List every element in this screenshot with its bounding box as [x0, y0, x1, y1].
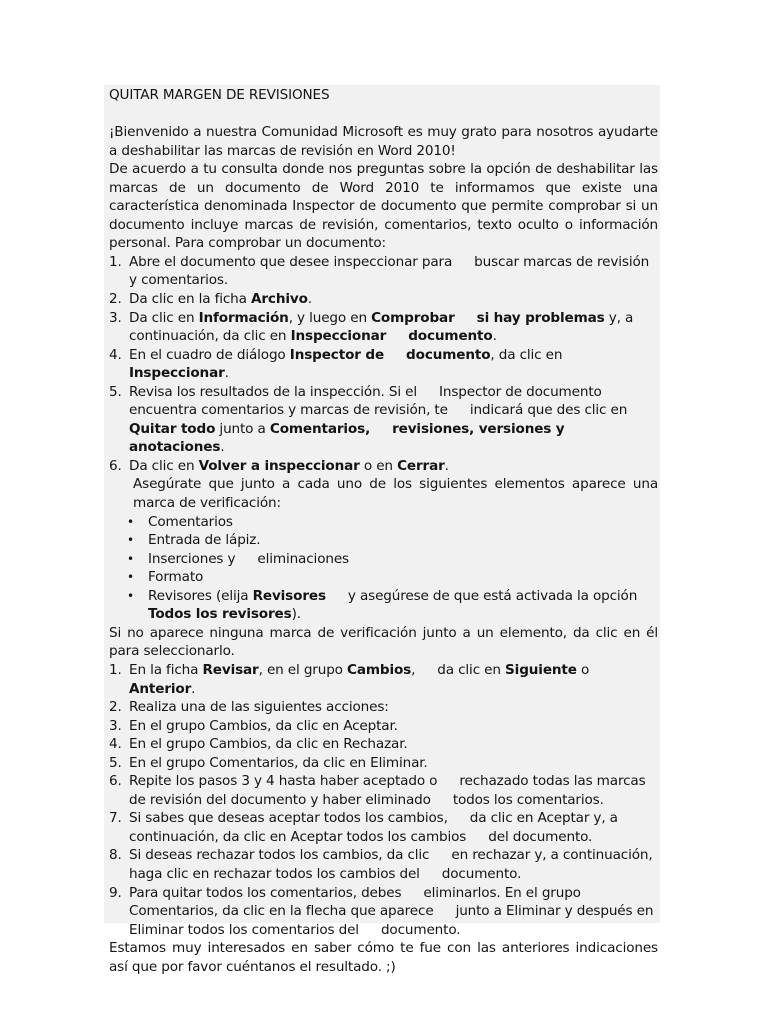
list-item: 3. Da clic en Información, y luego en Comprobar si hay problemas y, a continuación, da clic en Inspeccionar documento.	[109, 309, 634, 345]
list-item: 9. Para quitar todos los comentarios, debes eliminarlos. En el grupo Comentarios, da clic en la flecha que aparece junto a Eliminar y después en Eliminar todos los comentarios del documento.	[109, 884, 654, 938]
list-item: • Entrada de lápiz.	[127, 532, 261, 549]
inspector-steps-list	[109, 253, 658, 476]
list-item: 6. Repite los pasos 3 y 4 hasta haber aceptado o rechazado todas las marcas de revisión del documento y haber eliminado todos los comentarios.	[109, 773, 646, 808]
intro-paragraph-2: De acuerdo a tu consulta donde nos preguntas sobre la opción de deshabilitar las marcas de un documento de Word 2010 te informamos que existe una característica denominada Inspector de documento que permite comprobar si un documento incluye marcas de revisión, comentarios, texto oculto o información personal. Para comprobar un documento:	[109, 161, 658, 252]
intro-paragraph-1: ¡Bienvenido a nuestra Comunidad Microsoft es muy grato para nosotros ayudarte a deshabilitar las marcas de revisión en Word 2010!	[109, 124, 658, 159]
bullet-icon: •	[127, 570, 134, 585]
list-item: 5. Revisa los resultados de la inspección. Si el Inspector de documento encuentra comentarios y marcas de revisión, te indicará que des clic en Quitar todo junto a Comentarios, revisiones, versiones y anotaciones.	[109, 383, 628, 456]
bullet-icon: •	[127, 533, 134, 548]
bullet-icon: •	[127, 514, 134, 529]
revision-steps-list	[109, 661, 658, 939]
document-page	[104, 85, 660, 975]
bullet-icon: •	[127, 551, 134, 566]
list-item: • Revisores (elija Revisores y asegúrese de que está activada la opción Todos los revisores).	[127, 587, 638, 623]
list-item: 4. En el grupo Cambios, da clic en Rechazar.	[109, 736, 408, 753]
list-item: • Comentarios	[127, 513, 233, 530]
bullet-icon: •	[127, 588, 134, 603]
list-item: 4. En el cuadro de diálogo Inspector de documento, da clic en Inspeccionar.	[109, 346, 563, 382]
list-item: • Formato	[127, 569, 204, 586]
list-item: 1. Abre el documento que desee inspeccionar para buscar marcas de revisión y comentarios.	[109, 253, 650, 289]
list-item: 6. Da clic en Volver a inspeccionar o en Cerrar.	[109, 457, 449, 474]
list-item: 1. En la ficha Revisar, en el grupo Cambios, da clic en Siguiente o Anterior.	[109, 661, 590, 697]
verification-bullets	[109, 513, 658, 624]
list-item: 2. Realiza una de las siguientes acciones:	[109, 699, 389, 716]
list-item: 7. Si sabes que deseas aceptar todos los cambios, da clic en Aceptar y, a continuación, da clic en Aceptar todos los cambios del documento.	[109, 810, 618, 845]
document-title: QUITAR MARGEN DE REVISIONES	[109, 87, 330, 103]
list-item: 2. Da clic en la ficha Archivo.	[109, 291, 312, 308]
list-item: 5. En el grupo Comentarios, da clic en Eliminar.	[109, 754, 428, 771]
list-item: 8. Si deseas rechazar todos los cambios, da clic en rechazar y, a continuación, haga clic en rechazar todos los cambios del documento.	[109, 847, 653, 882]
list-item: 3. En el grupo Cambios, da clic en Aceptar.	[109, 717, 398, 734]
no-mark-paragraph: Si no aparece ninguna marca de verificación junto a un elemento, da clic en él para seleccionarlo.	[109, 624, 658, 660]
closing-paragraph: Estamos muy interesados en saber cómo te fue con las anteriores indicaciones así que por favor cuéntanos el resultado. ;)	[109, 940, 658, 975]
list-item: • Inserciones y eliminaciones	[127, 550, 349, 567]
verification-intro: Asegúrate que junto a cada uno de los siguientes elementos aparece una marca de verificación:	[133, 476, 658, 512]
